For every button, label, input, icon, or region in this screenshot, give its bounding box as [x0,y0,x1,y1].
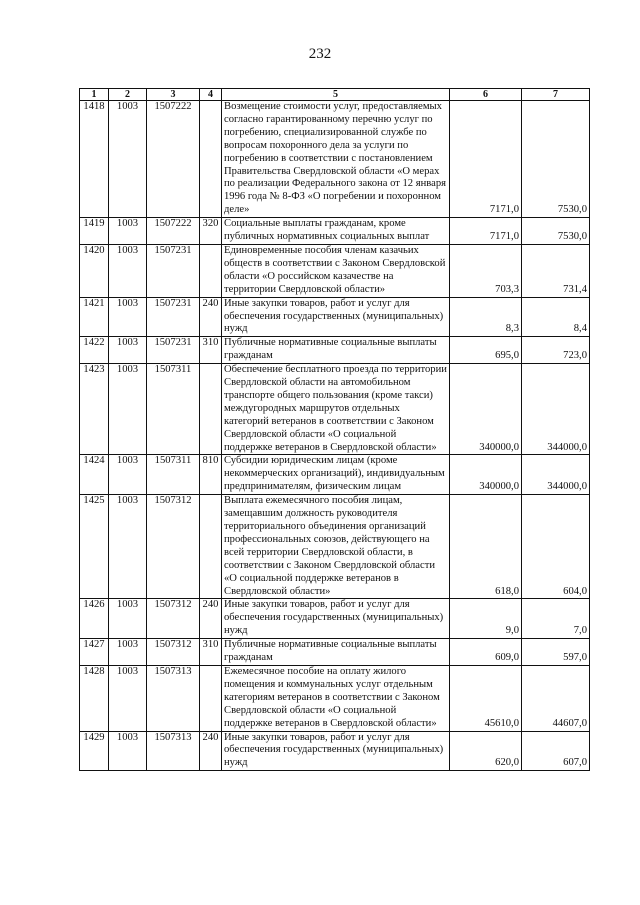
section-code-cell: 1003 [109,599,147,639]
section-code-cell: 1003 [109,665,147,731]
amount-year-1-cell: 618,0 [450,495,522,599]
amount-year-2-cell: 731,4 [522,244,590,297]
expense-type-cell: 310 [200,639,222,666]
section-code-cell: 1003 [109,337,147,364]
section-code-cell: 1003 [109,297,147,337]
amount-year-1-cell: 9,0 [450,599,522,639]
table-row [80,599,590,639]
table-row [80,101,590,218]
expense-type-cell: 240 [200,297,222,337]
amount-year-1-cell: 340000,0 [450,455,522,495]
header-col-4: 4 [200,89,222,101]
amount-year-2-cell: 44607,0 [522,665,590,731]
amount-year-1-cell: 340000,0 [450,364,522,455]
section-code-cell: 1003 [109,455,147,495]
section-code-cell: 1003 [109,101,147,218]
expense-type-cell [200,244,222,297]
amount-year-2-cell: 7,0 [522,599,590,639]
target-code-cell: 1507231 [147,337,200,364]
target-code-cell: 1507313 [147,731,200,771]
amount-year-1-cell: 695,0 [450,337,522,364]
row-number-cell: 1420 [80,244,109,297]
target-code-cell: 1507231 [147,244,200,297]
table-row [80,297,590,337]
row-number-cell: 1425 [80,495,109,599]
item-name-cell: Возмещение стоимости услуг, предоставляемых согласно гарантированному перечню услуг по погребению, специализированной службе по вопросам похоронного дела за услуги по погребению в соответствии с постановлением Правительства Свердловской области «О мерах по реализации Федерального закона от 12 января 1996 года № 8-ФЗ «О погребении и похоронном деле» [222,101,450,218]
target-code-cell: 1507311 [147,364,200,455]
target-code-cell: 1507312 [147,639,200,666]
item-name-cell: Иные закупки товаров, работ и услуг для обеспечения государственных (муниципальных) нужд [222,731,450,771]
table-row [80,665,590,731]
amount-year-1-cell: 7171,0 [450,218,522,245]
row-number-cell: 1427 [80,639,109,666]
target-code-cell: 1507312 [147,495,200,599]
item-name-cell: Выплата ежемесячного пособия лицам, замещавшим должность руководителя территориального объединения организаций профессиональных союзов, действующего на всей территории Свердловской области, в соответствии с Законом Свердловской области «О социальной поддержке ветеранов в Свердловской области» [222,495,450,599]
row-number-cell: 1428 [80,665,109,731]
expense-type-cell [200,364,222,455]
expense-type-cell: 240 [200,599,222,639]
section-code-cell: 1003 [109,364,147,455]
header-col-5: 5 [222,89,450,101]
amount-year-2-cell: 7530,0 [522,101,590,218]
item-name-cell: Субсидии юридическим лицам (кроме некоммерческих организаций), индивидуальным предпринимателям, физическим лицам [222,455,450,495]
expense-type-cell: 240 [200,731,222,771]
amount-year-2-cell: 607,0 [522,731,590,771]
amount-year-2-cell: 344000,0 [522,364,590,455]
item-name-cell: Социальные выплаты гражданам, кроме публичных нормативных социальных выплат [222,218,450,245]
amount-year-1-cell: 703,3 [450,244,522,297]
row-number-cell: 1418 [80,101,109,218]
header-col-7: 7 [522,89,590,101]
item-name-cell: Иные закупки товаров, работ и услуг для обеспечения государственных (муниципальных) нужд [222,599,450,639]
expense-type-cell [200,495,222,599]
row-number-cell: 1422 [80,337,109,364]
item-name-cell: Публичные нормативные социальные выплаты гражданам [222,337,450,364]
header-col-3: 3 [147,89,200,101]
target-code-cell: 1507222 [147,218,200,245]
header-col-1: 1 [80,89,109,101]
expense-type-cell: 810 [200,455,222,495]
amount-year-2-cell: 344000,0 [522,455,590,495]
target-code-cell: 1507222 [147,101,200,218]
row-number-cell: 1423 [80,364,109,455]
amount-year-2-cell: 723,0 [522,337,590,364]
section-code-cell: 1003 [109,731,147,771]
amount-year-1-cell: 609,0 [450,639,522,666]
item-name-cell: Иные закупки товаров, работ и услуг для обеспечения государственных (муниципальных) нужд [222,297,450,337]
section-code-cell: 1003 [109,639,147,666]
target-code-cell: 1507311 [147,455,200,495]
section-code-cell: 1003 [109,495,147,599]
table-row [80,337,590,364]
amount-year-2-cell: 8,4 [522,297,590,337]
amount-year-2-cell: 7530,0 [522,218,590,245]
amount-year-1-cell: 620,0 [450,731,522,771]
header-row [80,89,590,101]
table-row [80,731,590,771]
amount-year-2-cell: 604,0 [522,495,590,599]
amount-year-1-cell: 8,3 [450,297,522,337]
row-number-cell: 1424 [80,455,109,495]
row-number-cell: 1429 [80,731,109,771]
table-row [80,639,590,666]
item-name-cell: Единовременные пособия членам казачьих обществ в соответствии с Законом Свердловской области «О российском казачестве на территории Свердловской области» [222,244,450,297]
section-code-cell: 1003 [109,218,147,245]
amount-year-1-cell: 7171,0 [450,101,522,218]
expense-type-cell [200,101,222,218]
expense-type-cell: 310 [200,337,222,364]
amount-year-2-cell: 597,0 [522,639,590,666]
expense-type-cell [200,665,222,731]
item-name-cell: Ежемесячное пособие на оплату жилого помещения и коммунальных услуг отдельным категориям ветеранов в соответствии с Законом Свердловской области «О социальной поддержке ветеранов в Свердловской области» [222,665,450,731]
item-name-cell: Обеспечение бесплатного проезда по территории Свердловской области на автомобильном транспорте общего пользования (кроме такси) междугородных маршрутов отдельных категорий ветеранов в соответствии с Законом Свердловской области «О социальной поддержке ветеранов в Свердловской области» [222,364,450,455]
header-col-6: 6 [450,89,522,101]
amount-year-1-cell: 45610,0 [450,665,522,731]
expense-type-cell: 320 [200,218,222,245]
target-code-cell: 1507312 [147,599,200,639]
table-row [80,244,590,297]
row-number-cell: 1421 [80,297,109,337]
section-code-cell: 1003 [109,244,147,297]
row-number-cell: 1426 [80,599,109,639]
table-row [80,364,590,455]
row-number-cell: 1419 [80,218,109,245]
target-code-cell: 1507313 [147,665,200,731]
table-row [80,455,590,495]
target-code-cell: 1507231 [147,297,200,337]
item-name-cell: Публичные нормативные социальные выплаты гражданам [222,639,450,666]
table-row [80,218,590,245]
header-col-2: 2 [109,89,147,101]
table-row [80,495,590,599]
page-number: 232 [308,46,332,62]
budget-table [79,88,590,771]
